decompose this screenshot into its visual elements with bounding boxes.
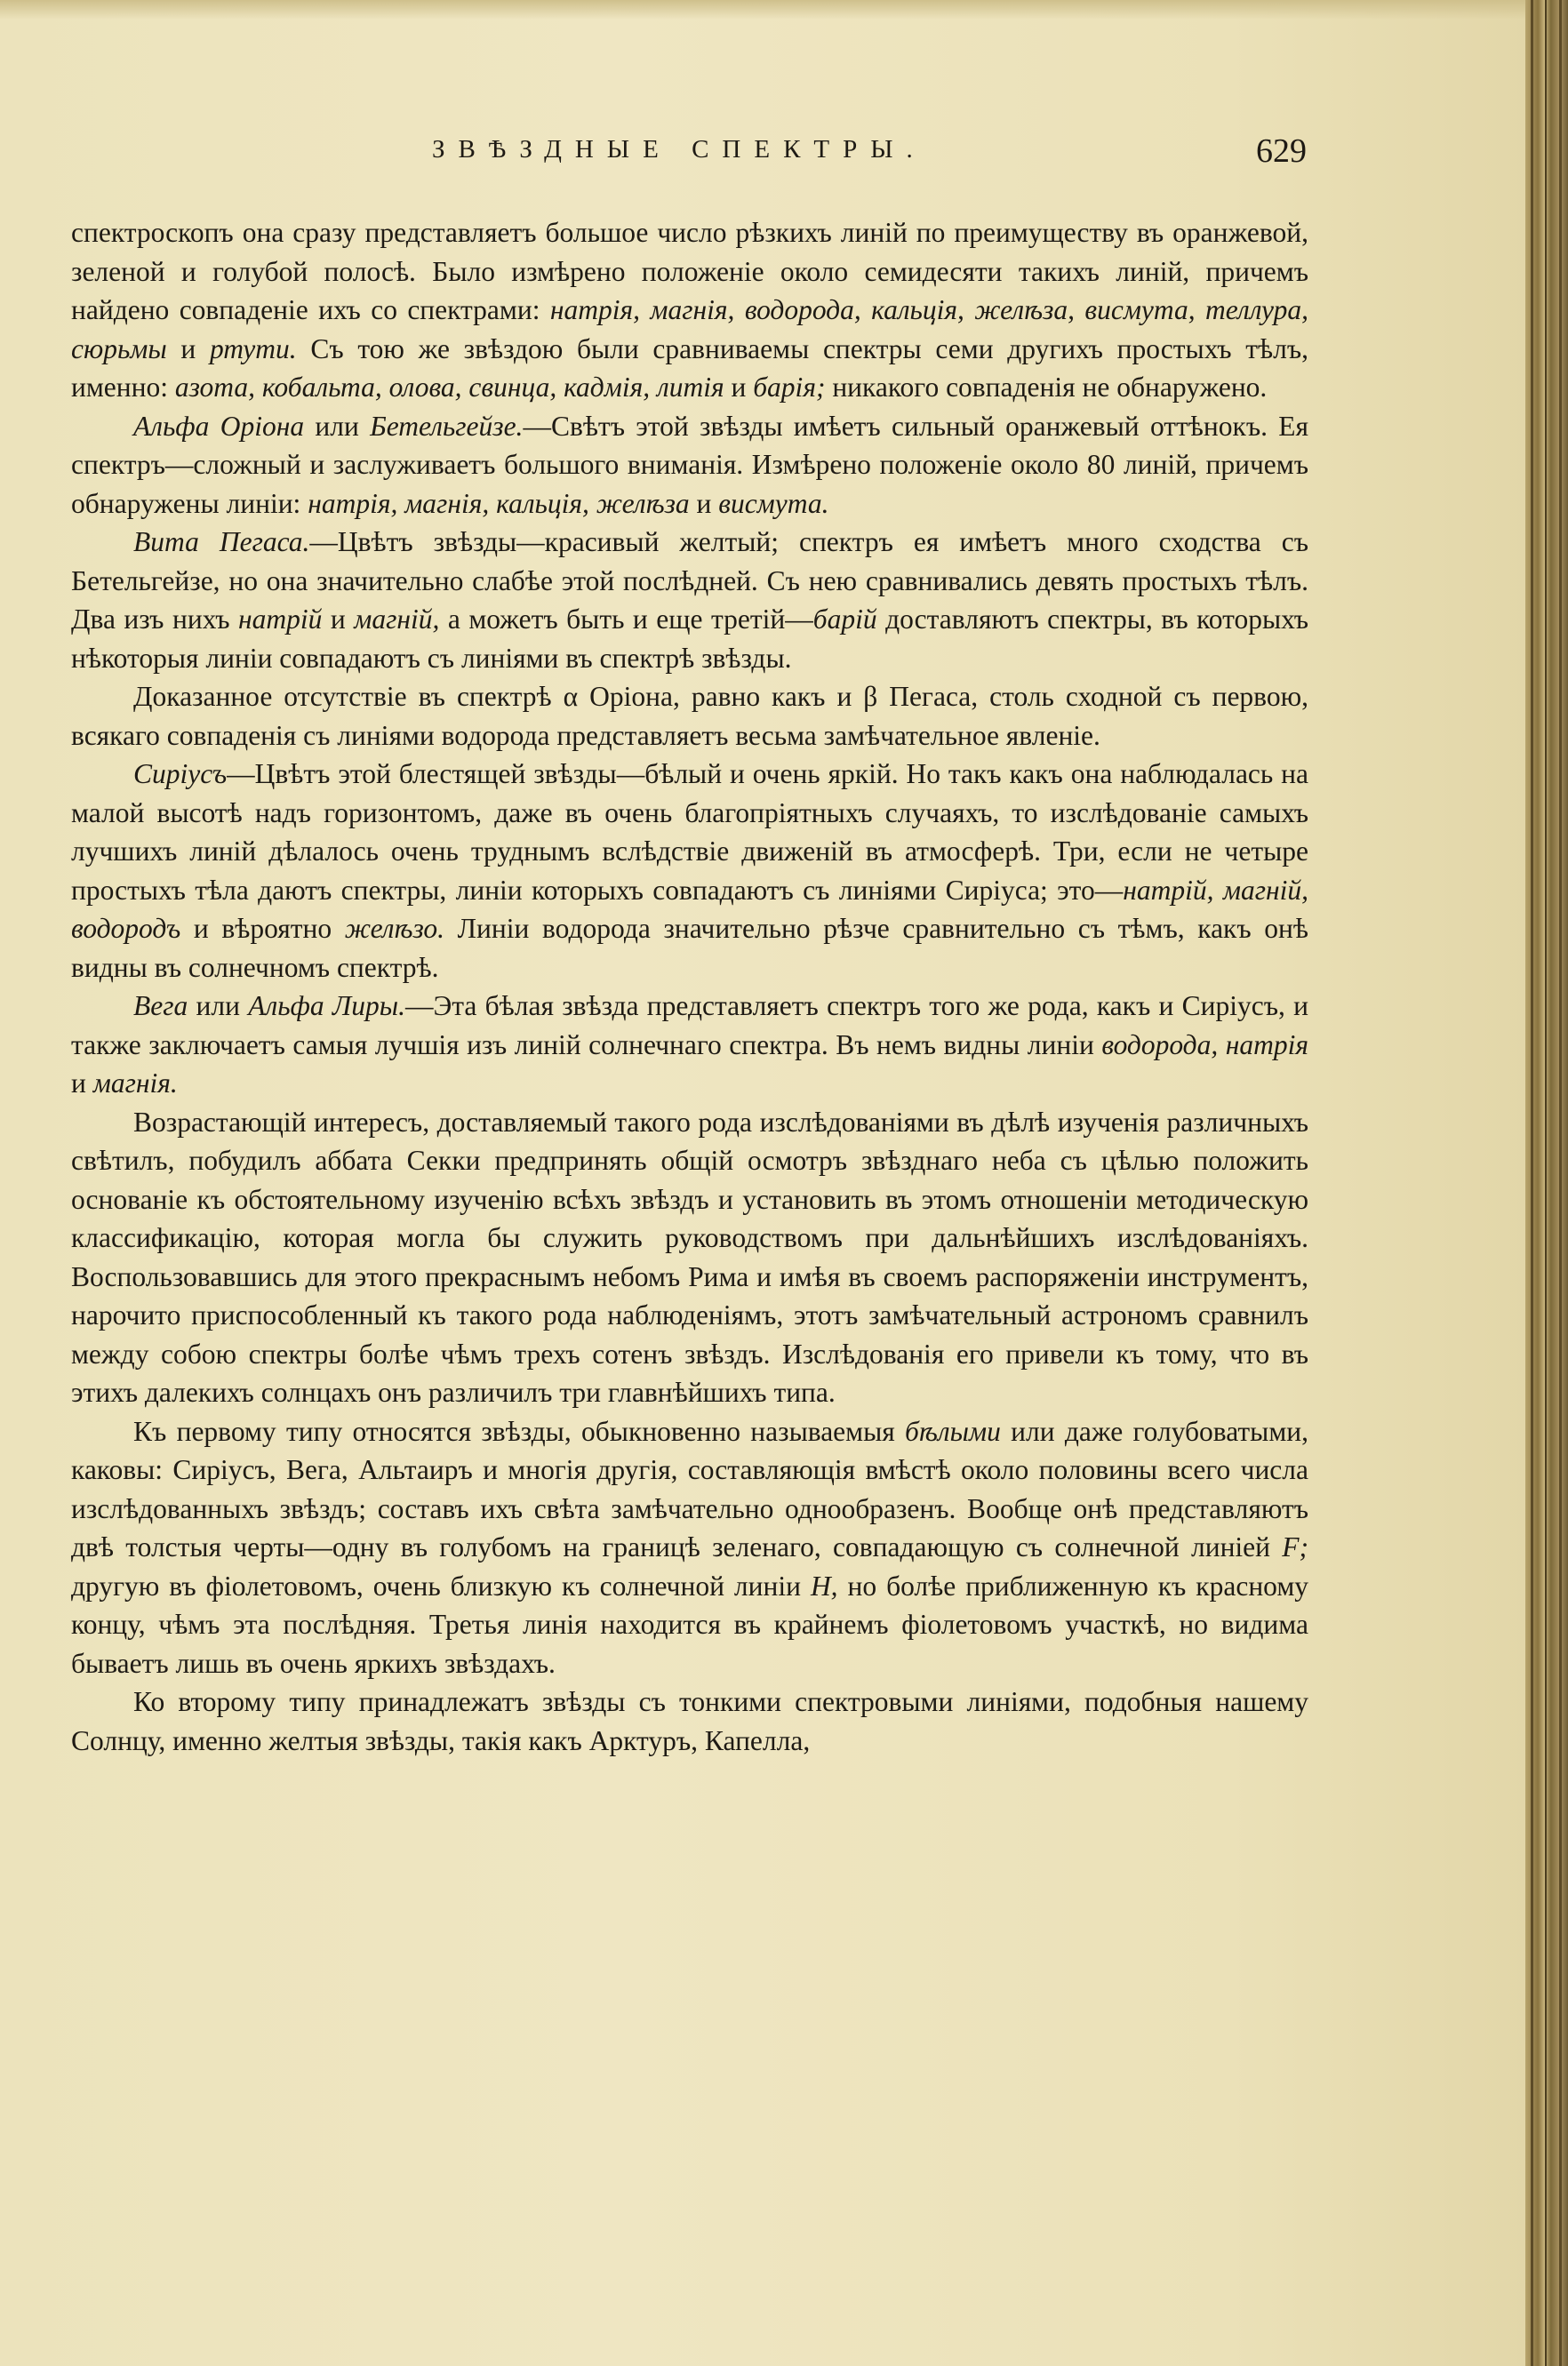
italic-run: Вега xyxy=(133,990,188,1021)
paragraph xyxy=(71,677,1308,755)
text-run: или xyxy=(304,410,371,442)
spine-line xyxy=(1545,0,1547,2366)
italic-run: H, xyxy=(810,1570,838,1602)
paragraph xyxy=(71,1103,1308,1412)
italic-run: натрія, магнія, водорода, кальція, желѣза, висмута, теллура, сюрьмы xyxy=(71,294,1309,364)
text-run: или даже голубоватыми, каковы: Сиріусъ, Вега, Альтаиръ и многія другія, составляющія вмѣстѣ около половины всего числа изслѣдованныхъ звѣздъ; составъ ихъ свѣта замѣчательно однообразенъ. Вообще онѣ представляютъ двѣ толстыя черты—одну въ голубомъ на границѣ зеленаго, совпадающую съ солнечной линіей xyxy=(71,1415,1308,1563)
text-run: и вѣроятно xyxy=(180,913,345,944)
text-run: —Цвѣтъ звѣзды—красивый желтый; спектръ ея имѣетъ много сходства съ Бетельгейзе, но она значительно слабѣе этой послѣдней. Съ нею сравнивались девять простыхъ тѣлъ. Два изъ нихъ xyxy=(71,526,1308,635)
paragraph xyxy=(71,755,1308,987)
italic-run: ртути. xyxy=(209,332,297,364)
text-run: и xyxy=(689,487,719,519)
italic-run: Бетельгейзе. xyxy=(370,410,524,442)
text-run: доставляютъ спектры, въ которыхъ нѣкоторыя линіи совпадаютъ съ линіями въ спектрѣ звѣзды. xyxy=(71,603,1308,674)
text-run: —Свѣтъ этой звѣзды имѣетъ сильный оранжевый оттѣнокъ. Ея спектръ—сложный и заслуживаетъ большого вниманія. Измѣрено положеніе около 80 линій, причемъ обнаружены линіи: xyxy=(71,410,1309,519)
text-run: и xyxy=(71,1067,93,1099)
italic-run: азота, кобальта, олова, свинца, кадмія, литія xyxy=(174,372,724,403)
text-run: Ко второму типу принадлежатъ звѣзды съ тонкими спектровыми линіями, подобныя нашему Солнцу, именно желтыя звѣзды, такія какъ Арктуръ, Капелла, xyxy=(71,1686,1308,1756)
italic-run: F; xyxy=(1282,1531,1308,1563)
text-run: Доказанное отсутствіе въ спектрѣ α Оріона, равно какъ и β Пегаса, столь сходной съ первою, всякаго совпаденія съ линіями водорода представляетъ весьма замѣчательное явленіе. xyxy=(71,681,1308,751)
text-run: Съ тою же звѣздою были сравниваемы спектры семи другихъ простыхъ тѣлъ, именно: xyxy=(71,332,1309,403)
italic-run: магній, xyxy=(354,603,440,635)
text-run: —Цвѣтъ этой блестящей звѣзды—бѣлый и очень яркій. Но такъ какъ она наблюдалась на малой высотѣ надъ горизонтомъ, даже въ очень благопріятныхъ случаяхъ, то изслѣдованіе самыхъ лучшихъ линій дѣлалось очень труднымъ вслѣдствіе движеній въ атмосферѣ. Три, если не четыре простыхъ тѣла даютъ спектры, линіи которыхъ совпадаютъ съ линіями Сиріуса; это— xyxy=(71,758,1308,906)
italic-run: барій xyxy=(812,603,877,635)
page-header xyxy=(432,132,1307,176)
text-run: Къ первому типу относятся звѣзды, обыкновенно называемыя xyxy=(133,1415,906,1447)
text-run: Возрастающій интересъ, доставляемый такого рода изслѣдованіями въ дѣлѣ изученія различныхъ свѣтилъ, побудилъ аббата Секки предпринять общій осмотръ звѣзднаго неба съ цѣлью положить основаніе къ обстоятельному изученію всѣхъ звѣздъ и установить въ этомъ отношеніи методическую классификацію, которая могла бы служить руководствомъ при дальнѣйшихъ изслѣдованіяхъ. Воспользовавшись для этого прекраснымъ небомъ Рима и имѣя въ своемъ распоряженіи инструментъ, нарочито приспособленный къ такого рода наблюденіямъ, этотъ замѣчательный астрономъ сравнилъ между собою спектры болѣе чѣмъ трехъ сотенъ звѣздъ. Изслѣдованія его привели къ тому, что въ этихъ далекихъ солнцахъ онъ различилъ три главнѣйшихъ типа. xyxy=(71,1106,1308,1408)
text-run: и xyxy=(322,603,355,635)
italic-run: Сиріусъ xyxy=(133,758,228,789)
paragraph xyxy=(71,213,1308,407)
italic-run: Альфа Оріона xyxy=(133,410,305,442)
italic-run: натрій, магній, водородъ xyxy=(71,874,1308,944)
text-run: но болѣе приближенную къ красному концу, чѣмъ эта послѣдняя. Третья линія находится въ крайнемъ фіолетовомъ участкѣ, но видима бываетъ лишь въ очень яркихъ звѣздахъ. xyxy=(71,1570,1309,1679)
text-run: Линіи водорода значительно рѣзче сравнительно съ тѣмъ, какъ онѣ видны въ солнечномъ спектрѣ. xyxy=(71,913,1308,983)
running-title: ЗВѢЗДНЫЕ СПЕКТРЫ. xyxy=(432,135,926,164)
italic-run: натрія, магнія, кальція, желѣза xyxy=(308,487,690,519)
italic-run: барія; xyxy=(753,372,826,403)
text-run: или xyxy=(188,990,249,1021)
paragraph xyxy=(71,1412,1308,1683)
text-run: никакого совпаденія не обнаружено. xyxy=(825,372,1268,403)
page-number: 629 xyxy=(1256,132,1307,170)
text-run: спектроскопъ она сразу представляетъ большое число рѣзкихъ линій по преимуществу въ оранжевой, зеленой и голубой полосѣ. Было измѣрено положеніе около семидесяти такихъ линій, причемъ найдено совпаденіе ихъ со спектрами: xyxy=(71,217,1308,325)
text-run: и xyxy=(724,372,754,403)
paragraph xyxy=(71,1683,1308,1760)
spine-line xyxy=(1531,0,1533,2366)
italic-run: висмута. xyxy=(718,487,829,519)
italic-run: Вита Пегаса. xyxy=(133,526,310,557)
italic-run: водорода, натрія xyxy=(1101,1028,1308,1060)
text-run: —Эта бѣлая звѣзда представляетъ спектръ того же рода, какъ и Сиріусъ, и также заключаетъ самыя лучшія изъ линій солнечнаго спектра. Въ немъ видны линіи xyxy=(71,990,1308,1060)
text-run: а можетъ быть и еще третій— xyxy=(439,603,813,635)
book-spine xyxy=(1525,0,1568,2366)
italic-run: бѣлыми xyxy=(905,1415,1001,1447)
spine-line xyxy=(1559,0,1562,2366)
italic-run: желѣзо. xyxy=(344,913,445,944)
paragraph xyxy=(71,523,1308,677)
italic-run: Альфа Лиры. xyxy=(248,990,405,1021)
paragraph xyxy=(71,987,1308,1103)
italic-run: натрій xyxy=(238,603,323,635)
italic-run: магнія. xyxy=(92,1067,178,1099)
paragraph xyxy=(71,407,1308,524)
body-text xyxy=(71,213,1308,1760)
text-run: и xyxy=(166,332,210,364)
page-top-edge xyxy=(0,0,1525,20)
text-run: другую въ фіолетовомъ, очень близкую къ солнечной линіи xyxy=(71,1570,811,1602)
